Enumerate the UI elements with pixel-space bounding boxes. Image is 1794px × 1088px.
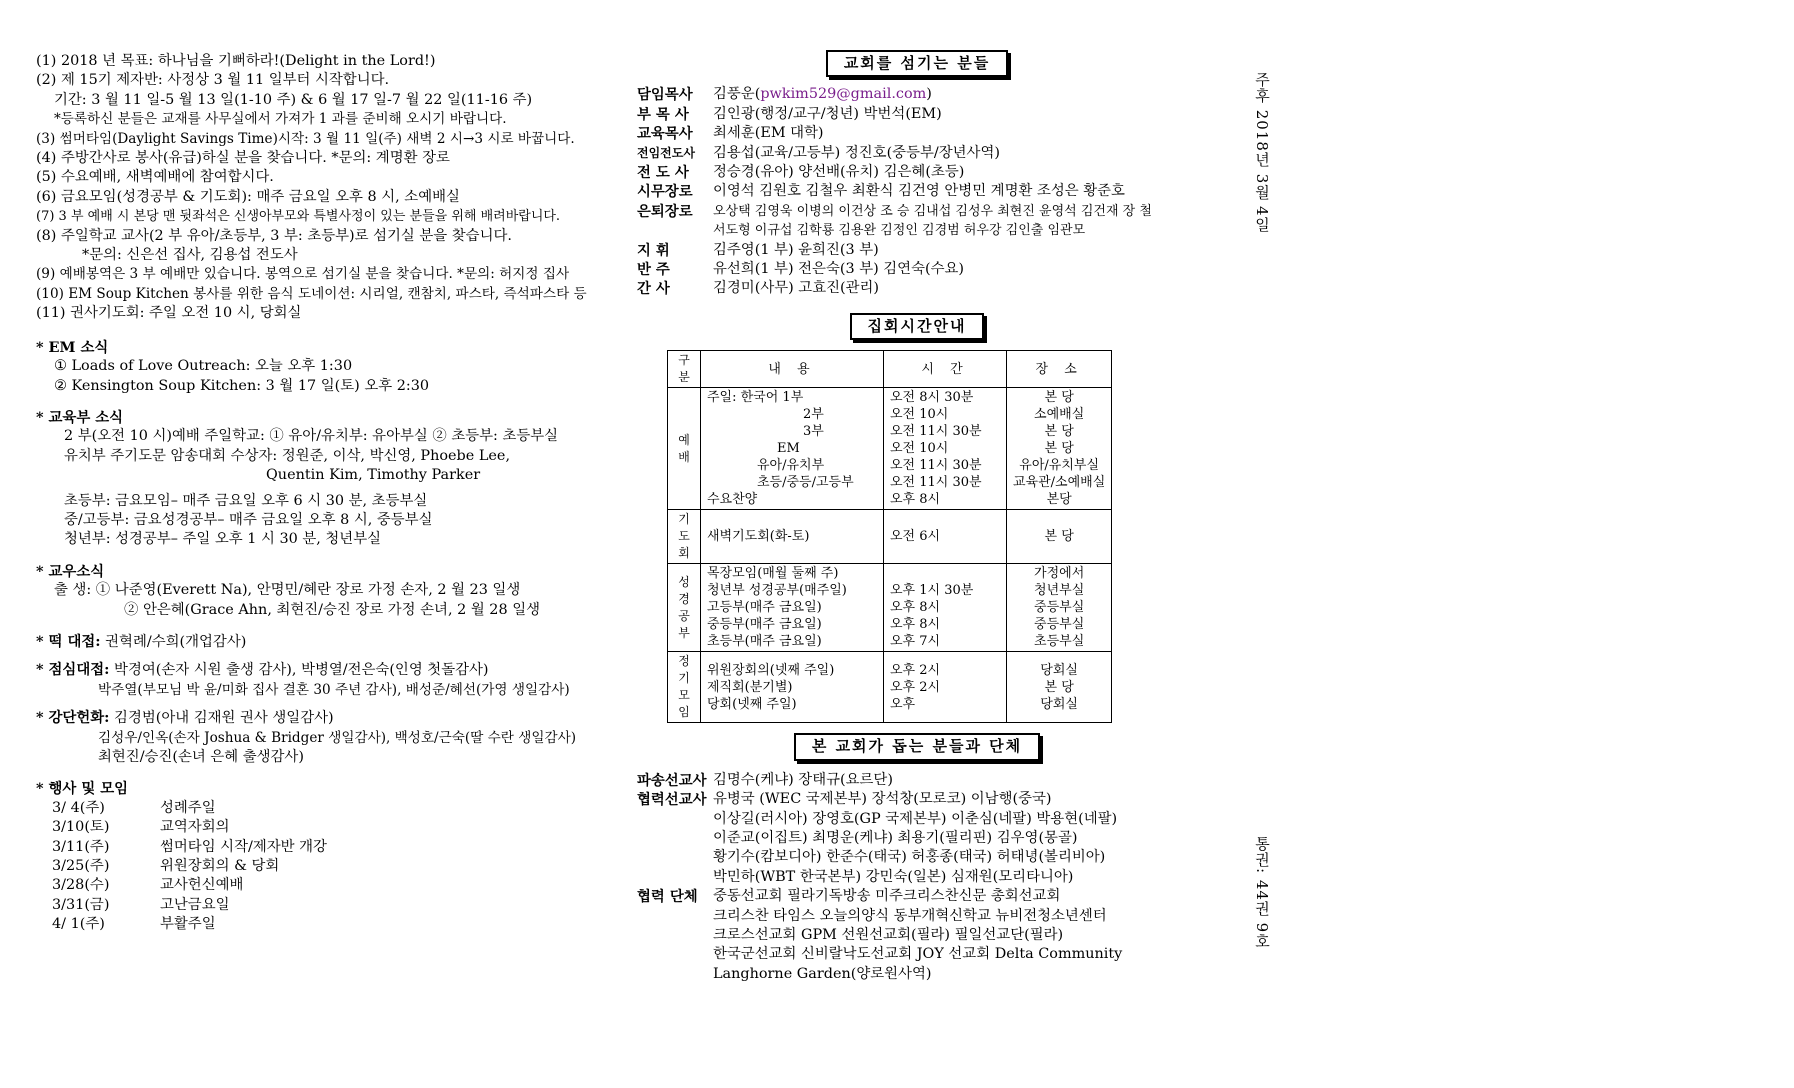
schedule-header-row <box>668 351 1112 388</box>
announcement-item: (3) 썸머타임(Daylight Savings Time)시작: 3 월 11 일(주) 새벽 2 시→3 시로 바꿉니다. <box>36 130 575 147</box>
schedule-place-line: 가정에서 <box>1034 566 1085 582</box>
staff-label: 담임목사 <box>637 86 693 104</box>
staff-value: 김풍운( <box>713 86 761 103</box>
schedule-category <box>668 388 701 510</box>
schedule-title: 집회시간안내 <box>850 313 985 340</box>
event-row <box>36 896 616 915</box>
schedule-place-line: 당회실 <box>1040 696 1078 712</box>
staff-value: 서도형 이규섭 김학룡 김용완 김정인 김경범 허우강 김인출 임관모 <box>713 223 1086 239</box>
schedule-place-line: 본 당 <box>1044 529 1074 545</box>
event-date: 3/11(주) <box>52 838 110 855</box>
mission-line: 이준교(이집트) 최명운(케냐) 최용기(필리핀) 김우영(몽골) <box>713 829 1078 846</box>
announcements-column <box>36 52 616 935</box>
schedule-time-line: 오전 8시 30분 <box>890 390 974 406</box>
staff-value: 이영석 김원호 김철우 최환식 김건영 안병민 계명환 조성은 황준호 <box>713 183 1125 200</box>
event-row <box>36 857 616 876</box>
announcement-item: (1) 2018 년 목표: 하나님을 기뻐하라!(Delight in the Lord!) <box>36 53 436 69</box>
schedule-row <box>668 652 1112 723</box>
schedule-content-line: 고등부(매주 금요일) <box>707 600 822 616</box>
schedule-time-line: 오후 2시 <box>890 662 941 678</box>
staff-list <box>637 85 1197 298</box>
event-date: 3/31(금) <box>52 896 110 913</box>
event-name: 부활주일 <box>160 916 216 933</box>
education-news-title: * 교육부 소식 <box>36 408 124 426</box>
schedule-header: 구분 <box>668 351 701 388</box>
announcement-item: (11) 권사기도회: 주일 오전 10 시, 당회실 <box>36 305 302 322</box>
schedule-place-line: 본 당 <box>1044 390 1074 406</box>
mission-line: 황기수(캄보디아) 한준수(태국) 허홍종(태국) 허태녕(볼리비아) <box>713 849 1106 866</box>
schedule-time-line: 오후 8시 <box>890 492 941 508</box>
announcement-item: *문의: 신은선 집사, 김용섭 전도사 <box>82 247 298 264</box>
staff-value: 오상택 김영욱 이병의 이건상 조 승 김내섭 김성우 최현진 윤영석 김건재 장 철 <box>713 203 1152 219</box>
schedule-time-line: 오전 10시 <box>890 407 949 423</box>
schedule-category-char: 공 <box>678 608 690 623</box>
member-news <box>36 562 616 620</box>
events-title: * 행사 및 모임 <box>36 780 129 798</box>
schedule-category-char: 경 <box>678 591 690 606</box>
staff-row <box>637 85 1197 104</box>
em-news-item: ① Loads of Love Outreach: 오늘 오후 1:30 <box>54 358 353 375</box>
staff-value: 정승경(유아) 양선배(유치) 김은혜(초등) <box>713 164 965 181</box>
schedule-category-char: 모 <box>678 688 690 703</box>
bulletin-date: 주후 2018년 3월 4일 <box>1253 72 1271 233</box>
schedule-place-line: 본 당 <box>1044 679 1074 695</box>
schedule-header: 장 소 <box>1007 351 1112 388</box>
announcement-item: (4) 주방간사로 봉사(유급)하실 분을 찾습니다. *문의: 계명환 장로 <box>36 150 450 167</box>
schedule-place <box>1007 652 1112 723</box>
rice-cake-offering <box>36 632 616 652</box>
events-section <box>36 779 616 934</box>
schedule-time-line: 오전 11시 30분 <box>890 424 982 440</box>
staff-row <box>637 241 1197 260</box>
staff-row <box>637 260 1197 279</box>
schedule-place-line: 교육관/소예배실 <box>1013 475 1106 491</box>
member-news-line: 출 생: ① 나준영(Everett Na), 안명민/혜란 장로 가정 손자, 2 월 23 일생 <box>54 582 521 599</box>
member-news-line: ② 안은혜(Grace Ahn, 최현진/승진 장로 가정 손녀, 2 월 28 일생 <box>124 601 540 618</box>
event-name: 성례주일 <box>160 799 216 816</box>
event-row <box>36 876 616 895</box>
event-name: 교사헌신예배 <box>160 877 244 894</box>
mission-line: 이상길(러시아) 장영호(GP 국제본부) 이춘심(네팔) 박용현(네팔) <box>713 810 1118 827</box>
schedule-place-line: 중등부실 <box>1034 617 1085 633</box>
event-row <box>36 915 616 934</box>
altar-flowers <box>36 708 616 767</box>
event-date: 3/25(주) <box>52 858 110 875</box>
mission-line: 한국군선교회 신비랄낙도선교회 JOY 선교회 Delta Community <box>713 946 1123 963</box>
staff-value-tail: ) <box>926 86 932 103</box>
mission-line: 크로스선교회 GPM 선원선교회(필라) 필일선교단(필라) <box>713 926 1064 943</box>
staff-value: 김주영(1 부) 윤희진(3 부) <box>713 241 879 258</box>
education-news-line: Quentin Kim, Timothy Parker <box>266 467 481 484</box>
schedule-category-char: 성 <box>678 574 690 589</box>
announcement-item: (2) 제 15기 제자반: 사정상 3 월 11 일부터 시작합니다. <box>36 72 390 89</box>
schedule-place <box>1007 388 1112 510</box>
staff-value: 유선희(1 부) 전은숙(3 부) 김연숙(수요) <box>713 261 965 278</box>
schedule-content-line: 목장모임(매월 둘째 주) <box>707 566 839 582</box>
schedule-time-line: 오후 7시 <box>890 634 941 650</box>
event-date: 3/ 4(주) <box>52 799 105 816</box>
schedule-category-char: 배 <box>678 449 690 464</box>
announcement-item: (7) 3 부 예배 시 본당 맨 뒷좌석은 신생아부모와 특별사정이 있는 분들을 위해 배려바랍니다. <box>36 209 561 225</box>
staff-row <box>637 163 1197 182</box>
mission-list <box>637 771 1197 984</box>
education-news-line: 청년부: 성경공부– 주일 오후 1 시 30 분, 청년부실 <box>64 531 382 548</box>
staff-label: 간 사 <box>637 280 670 298</box>
schedule-content-line: 새벽기도회(화-토) <box>707 529 810 545</box>
staff-label <box>637 221 713 240</box>
schedule-category <box>668 652 701 723</box>
mission-line: 김명수(케냐) 장태규(요르단) <box>713 771 893 788</box>
lunch-offering <box>36 660 616 700</box>
schedule-content <box>701 388 884 510</box>
staff-label: 전 도 사 <box>637 164 689 182</box>
education-news-line: 초등부: 금요모임– 매주 금요일 오후 6 시 30 분, 초등부실 <box>64 492 428 509</box>
announcement-item: (10) EM Soup Kitchen 봉사를 위한 음식 도네이션: 시리얼, 캔참치, 파스타, 즉석파스타 등 <box>36 285 587 302</box>
schedule-time <box>884 510 1007 564</box>
schedule-content-line: 3부 <box>803 424 824 440</box>
staff-row <box>637 182 1197 201</box>
schedule-time-line: 오전 11시 30분 <box>890 475 982 491</box>
em-news-title: * EM 소식 <box>36 338 109 356</box>
announcement-item: *등록하신 분들은 교재를 사무실에서 가져가 1 과를 준비해 오시기 바랍니다. <box>54 111 507 128</box>
schedule-place-line: 유아/유치부실 <box>1019 458 1100 474</box>
schedule-category-char: 기도회 <box>678 512 690 561</box>
schedule-category <box>668 564 701 652</box>
schedule-time-line <box>890 565 1000 582</box>
staff-row <box>637 144 1197 163</box>
announcement-item: (5) 수요예배, 새벽예배에 참여합시다. <box>36 169 274 186</box>
mission-line: 유병국 (WEC 국제본부) 장석창(모로코) 이남행(중국) <box>713 791 1052 808</box>
schedule-content-line: 초등부(매주 금요일) <box>707 634 822 650</box>
staff-label: 은퇴장로 <box>637 202 693 220</box>
event-name: 위원장회의 & 당회 <box>160 858 280 875</box>
schedule-time-line: 오전 10시 <box>890 441 949 457</box>
lunch-line: 박주열(부모님 박 윤/미화 집사 결혼 30 주년 감사), 배성준/혜선(가영 생일감사) <box>98 681 570 698</box>
schedule-time-line: 오전 6시 <box>890 529 941 545</box>
mission-line: 박민하(WBT 한국본부) 강민숙(일본) 심재원(모리타니아) <box>713 868 1074 885</box>
schedule-content-line: 중등부(매주 금요일) <box>707 617 822 633</box>
event-name: 고난금요일 <box>160 896 230 913</box>
schedule-category-char: 정 <box>678 654 690 669</box>
schedule-content <box>701 652 884 723</box>
em-news-item: ② Kensington Soup Kitchen: 3 월 17 일(토) 오후 2:30 <box>54 377 430 394</box>
schedule-place-line: 중등부실 <box>1034 600 1085 616</box>
announcement-item: (6) 금요모임(성경공부 & 기도회): 매주 금요일 오후 8 시, 소예배실 <box>36 188 460 205</box>
schedule-place-line: 당회실 <box>1040 662 1078 678</box>
event-date: 3/10(토) <box>52 819 110 836</box>
staff-row <box>637 202 1197 221</box>
schedule-time <box>884 652 1007 723</box>
staff-label: 전임전도사 <box>637 145 695 160</box>
schedule-category-char: 기 <box>678 671 690 686</box>
event-row <box>36 799 616 818</box>
staff-row <box>637 124 1197 143</box>
church-info-column <box>637 50 1197 984</box>
em-news <box>36 338 616 396</box>
mission-label: 파송선교사 <box>637 771 707 789</box>
event-name: 썸머타임 시작/제자반 개강 <box>160 838 327 855</box>
staff-title: 교회를 섬기는 분들 <box>826 50 1008 77</box>
schedule-place-line: 초등부실 <box>1034 634 1085 650</box>
staff-value: 김경미(사무) 고효진(관리) <box>713 280 880 297</box>
event-date: 4/ 1(주) <box>52 916 105 933</box>
event-row <box>36 838 616 857</box>
schedule-header: 시 간 <box>884 351 1007 388</box>
schedule-category-char: 임 <box>678 705 690 720</box>
schedule-place <box>1007 510 1112 564</box>
flowers-line: 김경범(아내 김재원 권사 생일감사) <box>114 710 334 727</box>
schedule-place <box>1007 564 1112 652</box>
schedule-place-line: 본 당 <box>1044 424 1074 440</box>
schedule-place-line: 본당 <box>1046 492 1072 508</box>
flowers-line: 김성우/인옥(손자 Joshua & Bridger 생일감사), 백성호/근숙(딸 수란 생일감사) <box>98 729 577 746</box>
schedule-content-line: 수요찬양 <box>707 492 758 508</box>
schedule-content-line: 청년부 성경공부(매주일) <box>707 583 847 599</box>
schedule-time-line: 오후 <box>890 696 916 712</box>
staff-value: 김용섭(교육/고등부) 정진호(중등부/장년사역) <box>713 144 1000 161</box>
lunch-line: 박경여(손자 시원 출생 감사), 박병열/전은숙(인영 첫돌감사) <box>114 662 489 679</box>
schedule-row <box>668 564 1112 652</box>
staff-label: 교육목사 <box>637 125 693 143</box>
schedule-time-line: 오전 11시 30분 <box>890 458 982 474</box>
staff-label: 시무장로 <box>637 183 693 201</box>
rice-cake-label: * 떡 대접: <box>36 632 101 650</box>
announcement-item: (9) 예배봉역은 3 부 예배만 있습니다. 봉역으로 섬기실 분을 찾습니다. *문의: 허지정 집사 <box>36 266 570 283</box>
mission-line: 중동선교회 필라기독방송 미주크리스찬신문 총회선교회 <box>713 888 1061 905</box>
schedule-content-line: 유아/유치부 <box>757 458 825 474</box>
mission-row <box>637 771 1197 790</box>
member-news-title: * 교우소식 <box>36 562 105 580</box>
staff-row <box>637 105 1197 124</box>
schedule-place-line: 청년부실 <box>1034 583 1085 599</box>
event-row <box>36 818 616 837</box>
staff-label: 반 주 <box>637 261 670 279</box>
mission-row <box>637 887 1197 984</box>
schedule-content-line: 당회(넷째 주일) <box>707 696 797 712</box>
education-news-line: 유치부 주기도문 암송대회 수상자: 정원준, 이삭, 박신영, Phoebe Lee, <box>64 447 511 464</box>
event-name: 교역자회의 <box>160 819 230 836</box>
schedule-content-line: 2부 <box>803 407 824 423</box>
pastor-email-link[interactable]: pwkim529@gmail.com <box>760 86 927 103</box>
schedule-content <box>701 564 884 652</box>
mission-line: 크리스찬 타임스 오늘의양식 동부개혁신학교 뉴비전청소년센터 <box>713 907 1107 924</box>
schedule-content-line: 주일: 한국어 1부 <box>707 390 804 406</box>
staff-label: 지 휘 <box>637 241 670 259</box>
flowers-label: * 강단헌화: <box>36 709 110 727</box>
lunch-label: * 점심대접: <box>36 661 110 679</box>
schedule-time-line: 오후 1시 30분 <box>890 583 974 599</box>
education-news <box>36 408 616 550</box>
flowers-line: 최현진/승진(손녀 은혜 출생감사) <box>98 749 304 765</box>
schedule-content <box>701 510 884 564</box>
announcement-item: (8) 주일학교 교사(2 부 유아/초등부, 3 부: 초등부)로 섬기실 분을 찾습니다. <box>36 227 512 244</box>
schedule-time <box>884 564 1007 652</box>
schedule-row <box>668 510 1112 564</box>
event-date: 3/28(수) <box>52 877 110 894</box>
rice-cake-text: 권혁례/수희(개업감사) <box>105 633 247 650</box>
schedule-table <box>667 350 1112 723</box>
education-news-line: 중/고등부: 금요성경공부– 매주 금요일 오후 8 시, 중등부실 <box>64 511 433 528</box>
schedule-row <box>668 388 1112 510</box>
schedule-content-line: 제직회(분기별) <box>707 679 793 695</box>
mission-label: 협력 단체 <box>637 888 698 906</box>
schedule-time-line: 오후 8시 <box>890 617 941 633</box>
announcement-list <box>36 52 616 324</box>
staff-row <box>637 279 1197 298</box>
schedule-content-line: 초등/중등/고등부 <box>757 475 854 491</box>
bulletin-issue-number: 통권: 44권 9호 <box>1253 836 1271 950</box>
schedule-content-line: 위원장회의(넷째 주일) <box>707 662 835 678</box>
staff-value: 최세훈(EM 대학) <box>713 125 824 142</box>
schedule-category <box>668 510 701 564</box>
mission-row <box>637 790 1197 887</box>
schedule-content-line: EM <box>777 441 800 457</box>
staff-label: 부 목 사 <box>637 105 689 123</box>
schedule-time <box>884 388 1007 510</box>
schedule-place-line: 소예배실 <box>1034 407 1085 423</box>
schedule-time-line: 오후 2시 <box>890 679 941 695</box>
staff-row <box>637 221 1197 240</box>
schedule-category-char: 부 <box>678 625 690 640</box>
staff-value: 김인광(행정/교구/청년) 박번석(EM) <box>713 105 942 122</box>
announcement-item: 기간: 3 월 11 일-5 월 13 일(1-10 주) & 6 월 17 일-7 월 22 일(11-16 주) <box>54 91 533 108</box>
schedule-place-line: 본 당 <box>1044 441 1074 457</box>
mission-label: 협력선교사 <box>637 791 707 809</box>
mission-title: 본 교회가 돕는 분들과 단체 <box>794 733 1040 760</box>
schedule-header: 내 용 <box>701 351 884 388</box>
mission-line: Langhorne Garden(양로원사역) <box>713 965 932 982</box>
schedule-category-char: 예 <box>678 432 690 447</box>
schedule-time-line: 오후 8시 <box>890 600 941 616</box>
education-news-line: 2 부(오전 10 시)예배 주일학교: ① 유아/유치부: 유아부실 ② 초등부: 초등부실 <box>64 428 559 445</box>
